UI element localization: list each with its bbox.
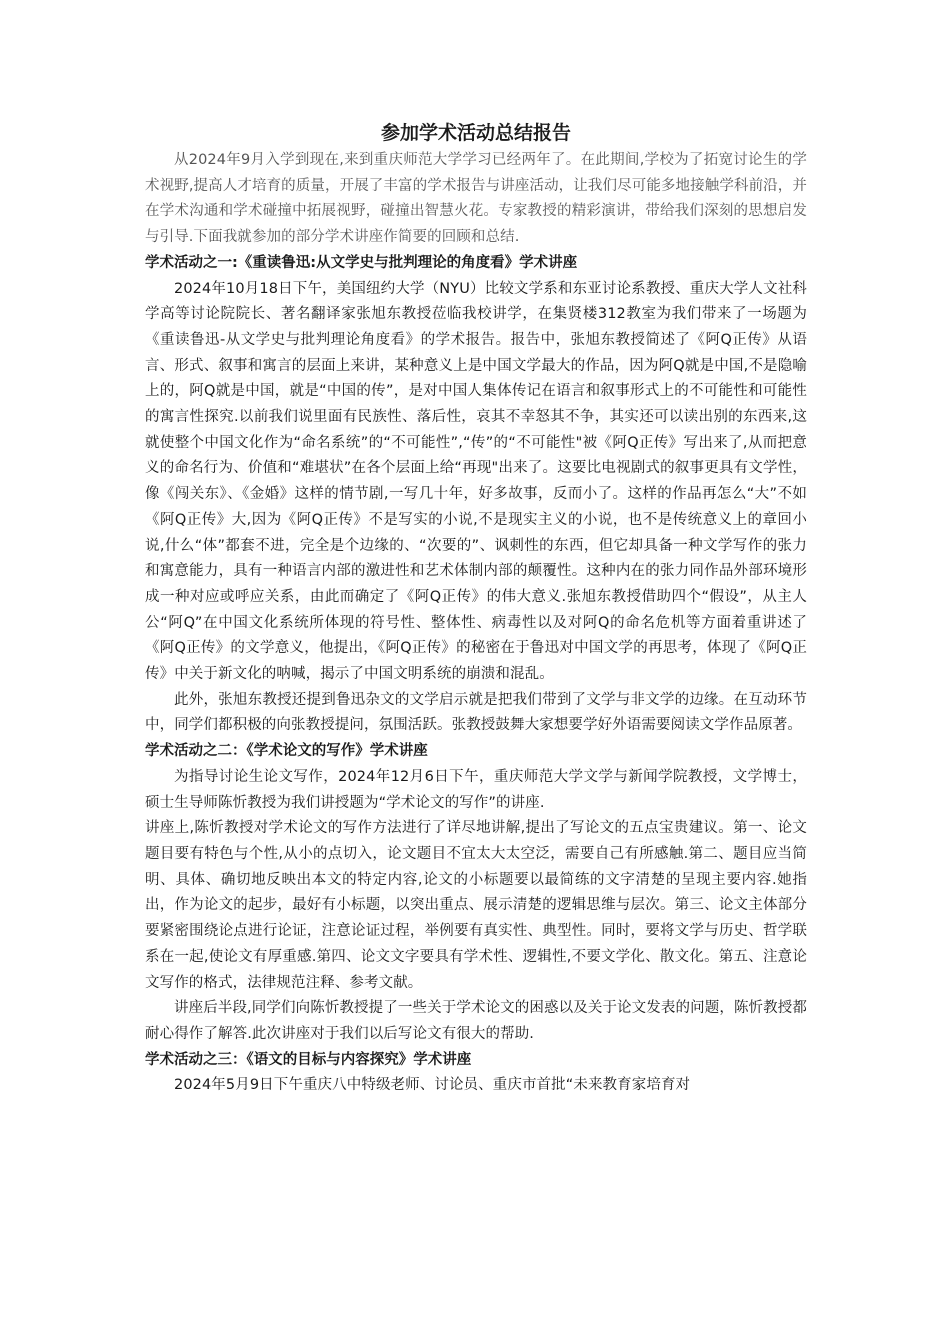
section-3-paragraph-1: 2024年5月9日下午重庆八中特级老师、讨论员、重庆市首批“未来教育家培育对 bbox=[174, 1077, 691, 1094]
section-1-heading: 学术活动之一:《重读鲁迅:从文学史与批判理论的角度看》学术讲座 bbox=[145, 254, 578, 271]
document-title: 参加学术活动总结报告 bbox=[380, 122, 571, 144]
section-2-paragraph-2: 讲座上,陈忻教授对学术论文的写作方法进行了详尽地讲解,提出了写论文的五点宝贵建议。第一、论文题目要有特色与个性,从小的点切入，论文题目不宜太大太空泛，需要自己有所感触.第二、题目应当简明、具体、确切地反映出本文的特定内容,论文的小标题要以最简练的文字清楚的呈现主要内容.她指出，作为论文的起步，最好有小标题，以突出重点、展示清楚的逻辑思维与层次。第三、论文主体部分要紧密围绕论点进行论证，注意论证过程，举例要有真实性、典型性。同时，要将文学与历史、哲学联系在一起,使论文有厚重感.第四、论文文字要具有学术性、逻辑性,不要文学化、散文化。第五、注意论文写作的格式，法律规范注释、参考文献。 bbox=[145, 820, 807, 991]
intro-paragraph: 从2024年9月入学到现在,来到重庆师范大学学习已经两年了。在此期间,学校为了拓宽讨论生的学术视野,提高人才培育的质量，开展了丰富的学术报告与讲座活动，让我们尽可能多地接触学科前沿，并在学术沟通和学术碰撞中拓展视野，碰撞出智慧火花。专家教授的精彩演讲，带给我们深刻的思想启发与引导.下面我就参加的部分学术讲座作简要的回顾和总结. bbox=[145, 152, 807, 246]
section-1-paragraph-2: 此外，张旭东教授还提到鲁迅杂文的文学启示就是把我们带到了文学与非文学的边缘。在互动环节中，同学们都积极的向张教授提问，氛围活跃。张教授鼓舞大家想要学好外语需要阅读文学作品原著。 bbox=[145, 691, 807, 734]
section-2-paragraph-1: 为指导讨论生论文写作，2024年12月6日下午，重庆师范大学文学与新闻学院教授，文学博士，硕士生导师陈忻教授为我们讲授题为“学术论文的写作”的讲座. bbox=[145, 768, 807, 811]
section-3-heading: 学术活动之三：《语文的目标与内容探究》学术讲座 bbox=[145, 1051, 472, 1068]
section-1-paragraph-1: 2024年10月18日下午，美国纽约大学（NYU）比较文学系和东亚讨论系教授、重庆大学人文社科学高等讨论院院长、著名翻译家张旭东教授莅临我校讲学，在集贤楼312教室为我们带来了一场题为《重读鲁迅-从文学史与批判理论角度看》的学术报告。报告中，张旭东教授简述了《阿Q正传》从语言、形式、叙事和寓言的层面上来讲，某种意义上是中国文学最大的作品，因为阿Q就是中国,不是隐喻上的，阿Q就是中国，就是“中国的传”，是对中国人集体传记在语言和叙事形式上的不可能性和可能性的寓言性探究.以前我们说里面有民族性、落后性，哀其不幸怒其不争，其实还可以读出别的东西来,这就使整个中国文化作为“命名系统”的“不可能性”,“传”的“不可能性"被《阿Q正传》写出来了,从而把意义的命名行为、价值和“难堪状”在各个层面上给“再现"出来了。这要比电视剧式的叙事更具有文学性，像《闯关东》、《金婚》这样的情节剧,一写几十年，好多故事，反而小了。这样的作品再怎么“大”不如《阿Q正传》大,因为《阿Q正传》不是写实的小说,不是现实主义的小说，也不是传统意义上的章回小说,什么“体”都套不进，完全是个边缘的、“次要的”、讽刺性的东西，但它却具备一种文学写作的张力和寓意能力，具有一种语言内部的激进性和艺术体制内部的颠覆性。这种内在的张力同作品外部环境形成一种对应或呼应关系，由此而确定了《阿Q正传》的伟大意义.张旭东教授借助四个“假设”，从主人公“阿Q”在中国文化系统所体现的符号性、整体性、病毒性以及对阿Q的命名危机等方面着重讲述了《阿Q正传》的文学意义，他提出，《阿Q正传》的秘密在于鲁迅对中国文学的再思考，体现了《阿Q正传》中关于新文化的呐喊，揭示了中国文明系统的崩溃和混乱。 bbox=[145, 280, 807, 683]
document-page bbox=[145, 118, 807, 1099]
section-2-paragraph-3: 讲座后半段,同学们向陈忻教授提了一些关于学术论文的困惑以及关于论文发表的问题，陈忻教授都耐心得作了解答.此次讲座对于我们以后写论文有很大的帮助. bbox=[145, 1000, 807, 1042]
section-2-heading: 学术活动之二：《学术论文的写作》学术讲座 bbox=[145, 743, 428, 760]
